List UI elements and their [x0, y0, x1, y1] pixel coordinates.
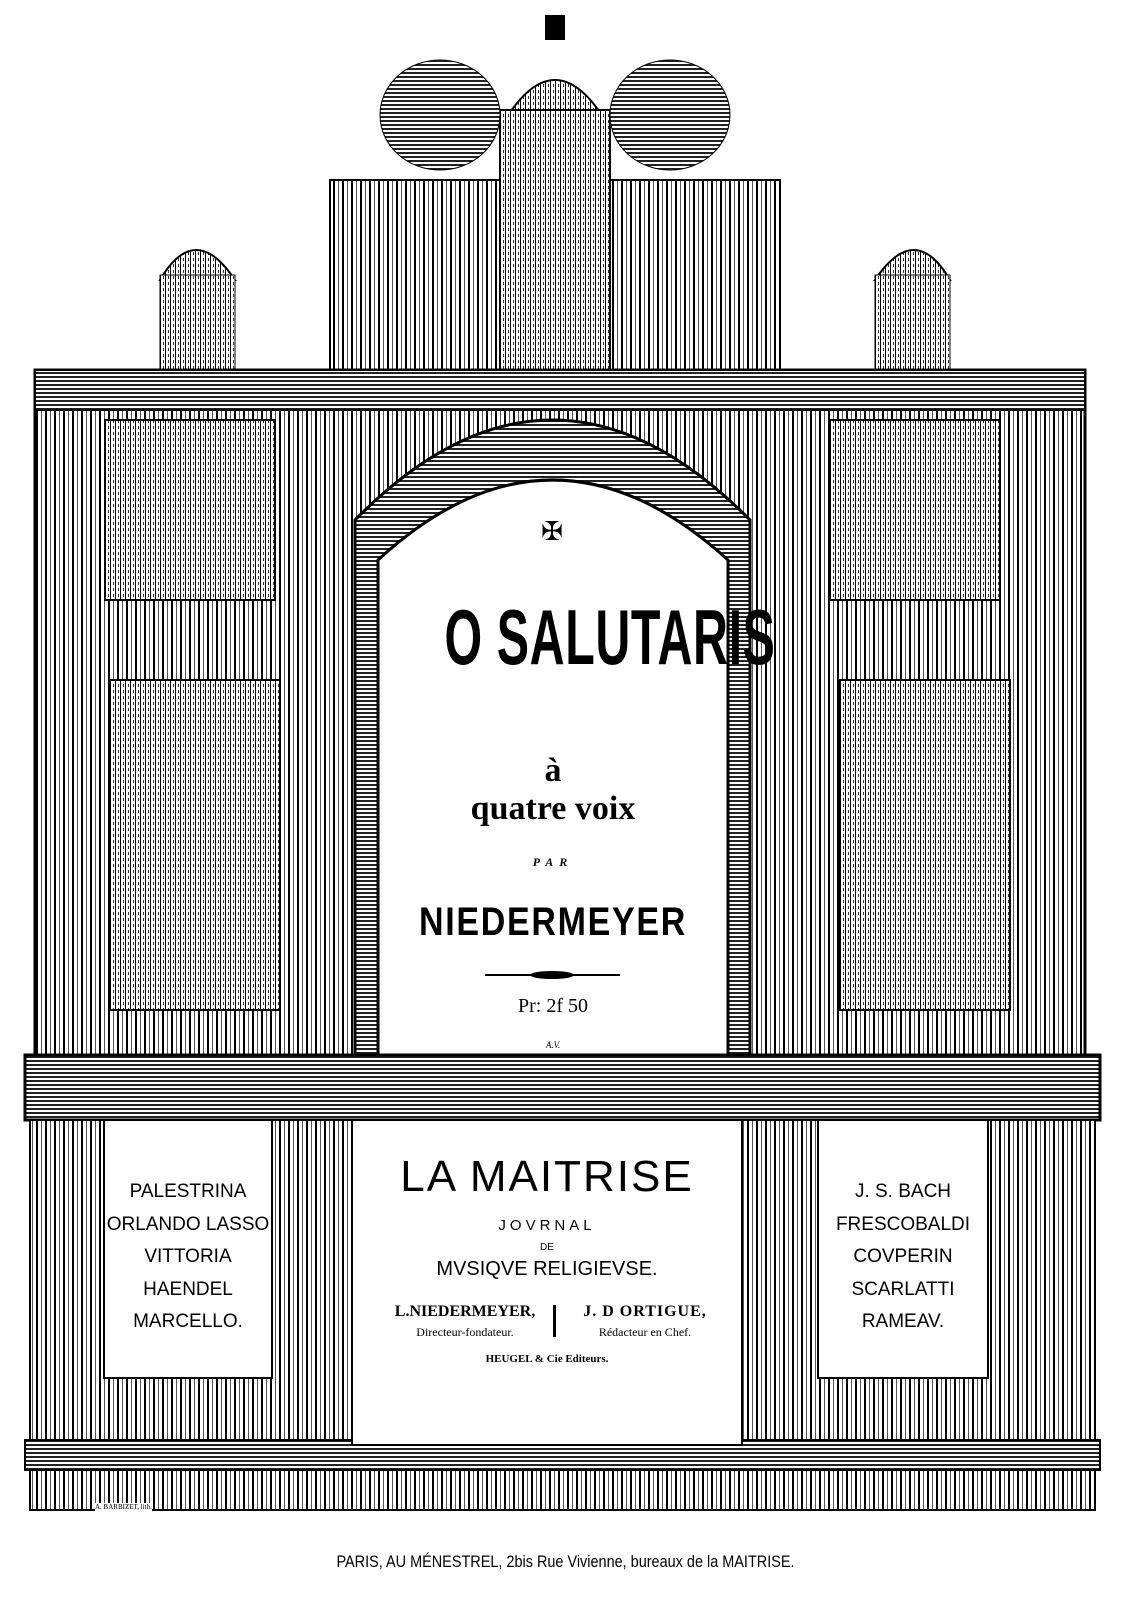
journal-line3: MVSIQVE RELIGIEVSE.	[436, 1258, 658, 1280]
journal-line1: JOVRNAL	[498, 1217, 596, 1234]
imprint: PARIS, AU MÉNESTREL, 2bis Rue Vivienne, bureaux de la MAITRISE.	[336, 1552, 795, 1571]
composer: NIEDERMEYER	[418, 900, 688, 944]
director-name: L.NIEDERMEYER,	[394, 1303, 536, 1320]
composer-name: PALESTRINA	[129, 1181, 247, 1202]
journal-line2: DE	[540, 1242, 554, 1253]
divider	[553, 1305, 556, 1337]
composers-left	[104, 1176, 272, 1339]
composers-right	[818, 1176, 988, 1339]
subtitle-a: à	[544, 752, 562, 789]
composer-name: COVPERIN	[853, 1246, 953, 1267]
composer-name: ORLANDO LASSO	[106, 1213, 270, 1235]
initials: A.V.	[545, 1040, 561, 1050]
price: Pr: 2f 50	[518, 995, 588, 1017]
par-label: PAR	[532, 855, 574, 869]
composer-name: MARCELLO.	[133, 1311, 243, 1332]
composer-name: RAMEAV.	[861, 1311, 945, 1332]
editor-name: J. D ORTIGUE,	[583, 1303, 707, 1320]
editor-role: Rédacteur en Chef.	[598, 1325, 692, 1339]
lithographer: A. BARBIZET, lith.	[95, 1503, 152, 1511]
subtitle-voices: quatre voix	[470, 790, 636, 827]
composer-name: SCARLATTI	[851, 1278, 955, 1300]
composer-name: FRESCOBALDI	[835, 1213, 971, 1235]
composer-name: VITTORIA	[144, 1246, 232, 1267]
journal-name: LA MAITRISE	[400, 1152, 694, 1201]
composer-name: HAENDEL	[143, 1278, 233, 1300]
composer-name: J. S. BACH	[854, 1181, 952, 1202]
publisher: HEUGEL & Cie Editeurs.	[485, 1353, 609, 1365]
director-role: Directeur-fondateur.	[416, 1325, 514, 1339]
title: O SALUTARIS	[444, 593, 776, 681]
cross-icon: ✠	[541, 517, 563, 547]
